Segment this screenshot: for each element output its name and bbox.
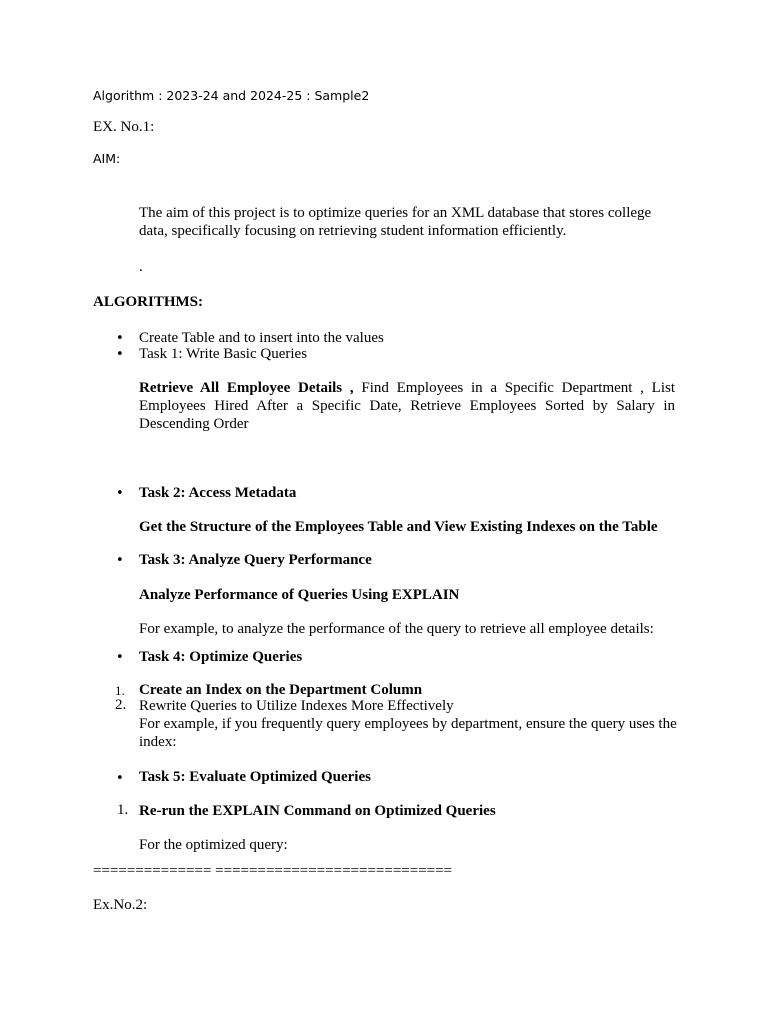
bullet-marker: • [116, 486, 124, 501]
task3-example: For example, to analyze the performance of the query to retrieve all employee details: [139, 621, 654, 637]
list-number: 2. [115, 697, 127, 713]
bullet-marker: • [116, 331, 124, 346]
ex1-label: EX. No.1: [93, 119, 155, 135]
algorithms-heading: ALGORITHMS: [93, 294, 204, 310]
bullet-create-table: Create Table and to insert into the values [139, 330, 384, 346]
task4-title: Task 4: Optimize Queries [139, 649, 303, 665]
aim-dot: . [139, 259, 143, 275]
task1-detail-rest: Find Employees in a Specific Department , List Employees Hired After a Specific Date, Retrieve Employees Sorted by Salary in Descending Order [139, 380, 675, 432]
bullet-marker: • [116, 771, 124, 786]
ex2-label: Ex.No.2: [93, 897, 148, 913]
bullet-marker: • [116, 553, 124, 568]
document-header: Algorithm : 2023-24 and 2024-25 : Sample2 [93, 88, 370, 103]
task2-title: Task 2: Access Metadata [139, 485, 297, 501]
task5-title: Task 5: Evaluate Optimized Queries [139, 769, 371, 785]
task4-item-1: Create an Index on the Department Column [139, 682, 423, 698]
task5-example: For the optimized query: [139, 837, 288, 853]
aim-text: The aim of this project is to optimize queries for an XML database that stores college data, specifically focusing on retrieving student information efficiently. [139, 205, 652, 239]
bullet-task1: Task 1: Write Basic Queries [139, 346, 308, 362]
task4-item-2: Rewrite Queries to Utilize Indexes More Effectively [139, 698, 454, 714]
aim-label: AIM: [93, 151, 121, 166]
list-number: 1. [117, 802, 129, 818]
task4-example: For example, if you frequently query employees by department, ensure the query uses the index: [139, 716, 677, 750]
task3-title: Task 3: Analyze Query Performance [139, 552, 372, 568]
task3-detail: Analyze Performance of Queries Using EXPLAIN [139, 587, 460, 603]
task5-item-1: Re-run the EXPLAIN Command on Optimized Queries [139, 803, 496, 819]
task1-detail-bold: Retrieve All Employee Details , [139, 380, 354, 396]
bullet-marker: • [116, 650, 124, 665]
list-number: 1. [115, 683, 125, 698]
bullet-marker: • [116, 347, 124, 362]
task1-detail [139, 379, 675, 433]
task2-detail: Get the Structure of the Employees Table and View Existing Indexes on the Table [139, 519, 658, 535]
separator-line: ============== ============================ [93, 863, 453, 879]
